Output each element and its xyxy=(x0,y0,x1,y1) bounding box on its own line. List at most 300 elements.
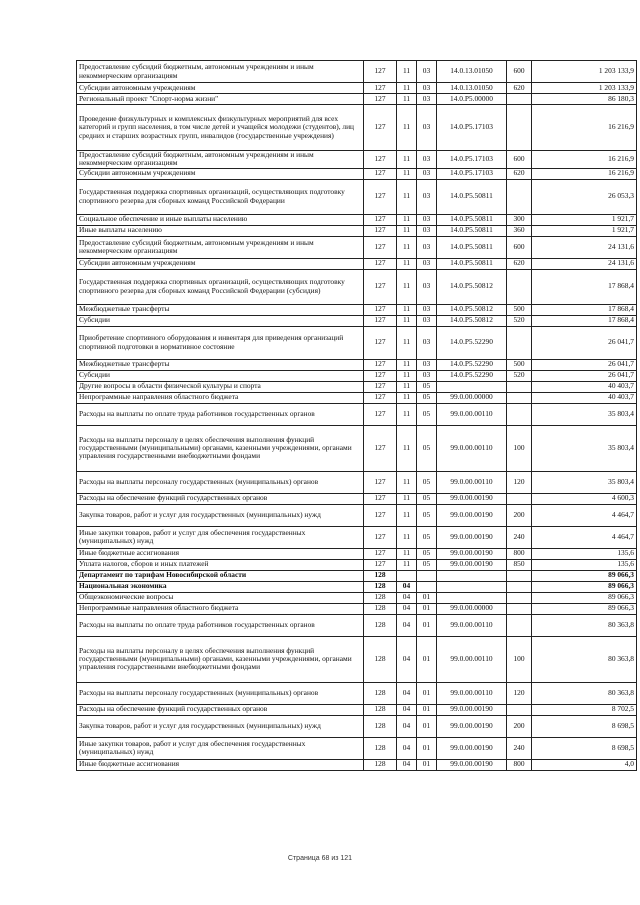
table-row xyxy=(77,258,637,269)
cell-pr: 03 xyxy=(417,304,437,315)
cell-pr: 03 xyxy=(417,326,437,359)
cell-name: Социальное обеспечение и иные выплаты населению xyxy=(77,214,364,225)
cell-vr: 500 xyxy=(507,304,532,315)
cell-name: Субсидии xyxy=(77,370,364,381)
budget-table xyxy=(76,60,637,771)
cell-csr: 14.0.P5.52290 xyxy=(437,370,507,381)
table-row xyxy=(77,83,637,94)
table-row xyxy=(77,636,637,682)
cell-sum: 40 403,7 xyxy=(532,392,637,403)
cell-sum: 80 363,8 xyxy=(532,682,637,704)
cell-ved: 127 xyxy=(364,471,397,493)
cell-rz: 11 xyxy=(397,471,417,493)
table-row xyxy=(77,682,637,704)
cell-ved: 127 xyxy=(364,168,397,179)
cell-name: Расходы на выплаты по оплате труда работников государственных органов xyxy=(77,614,364,636)
cell-vr: 100 xyxy=(507,636,532,682)
table-row xyxy=(77,315,637,326)
cell-vr: 620 xyxy=(507,258,532,269)
cell-csr: 14.0.P5.52290 xyxy=(437,359,507,370)
cell-name: Иные закупки товаров, работ и услуг для обеспечения государственных (муниципальных) нужд xyxy=(77,737,364,759)
cell-csr: 99.0.00.00190 xyxy=(437,493,507,504)
cell-ved: 127 xyxy=(364,493,397,504)
cell-ved: 128 xyxy=(364,704,397,715)
cell-name: Региональный проект "Спорт-норма жизни" xyxy=(77,94,364,105)
table-row xyxy=(77,592,637,603)
cell-pr: 03 xyxy=(417,359,437,370)
cell-vr xyxy=(507,381,532,392)
cell-pr: 01 xyxy=(417,592,437,603)
cell-vr: 800 xyxy=(507,759,532,770)
table-row xyxy=(77,179,637,214)
cell-vr: 520 xyxy=(507,370,532,381)
cell-pr: 05 xyxy=(417,471,437,493)
cell-rz: 11 xyxy=(397,493,417,504)
cell-ved: 127 xyxy=(364,105,397,151)
cell-sum: 80 363,8 xyxy=(532,636,637,682)
cell-rz: 11 xyxy=(397,304,417,315)
cell-name: Иные бюджетные ассигнования xyxy=(77,759,364,770)
cell-sum: 4 600,3 xyxy=(532,493,637,504)
cell-sum: 4,0 xyxy=(532,759,637,770)
cell-name: Субсидии xyxy=(77,315,364,326)
cell-rz: 11 xyxy=(397,225,417,236)
cell-ved: 127 xyxy=(364,61,397,83)
cell-sum: 16 216,9 xyxy=(532,168,637,179)
table-row xyxy=(77,151,637,169)
cell-pr: 03 xyxy=(417,61,437,83)
cell-sum: 26 041,7 xyxy=(532,359,637,370)
cell-ved: 127 xyxy=(364,258,397,269)
cell-vr xyxy=(507,592,532,603)
cell-vr: 600 xyxy=(507,61,532,83)
cell-ved: 127 xyxy=(364,526,397,548)
table-row xyxy=(77,581,637,592)
cell-rz: 11 xyxy=(397,83,417,94)
cell-rz: 11 xyxy=(397,504,417,526)
cell-pr: 03 xyxy=(417,168,437,179)
cell-sum: 24 131,6 xyxy=(532,236,637,258)
cell-pr: 05 xyxy=(417,526,437,548)
cell-vr: 240 xyxy=(507,526,532,548)
cell-vr xyxy=(507,603,532,614)
cell-ved: 128 xyxy=(364,759,397,770)
budget-table-body xyxy=(77,61,637,771)
cell-csr: 99.0.00.00000 xyxy=(437,392,507,403)
cell-rz: 11 xyxy=(397,392,417,403)
cell-ved: 127 xyxy=(364,269,397,304)
cell-ved: 128 xyxy=(364,570,397,581)
cell-rz: 04 xyxy=(397,603,417,614)
cell-vr xyxy=(507,704,532,715)
cell-vr: 240 xyxy=(507,737,532,759)
cell-vr: 360 xyxy=(507,225,532,236)
cell-name: Национальная экономика xyxy=(77,581,364,592)
cell-rz: 11 xyxy=(397,151,417,169)
cell-csr: 14.0.P5.50812 xyxy=(437,315,507,326)
cell-csr: 99.0.00.00190 xyxy=(437,548,507,559)
cell-pr xyxy=(417,581,437,592)
table-row xyxy=(77,526,637,548)
table-row xyxy=(77,737,637,759)
cell-name: Проведение физкультурных и комплексных физкультурных мероприятий для всех категорий и групп населения, в том числе детей и учащейся молодежи (студентов), лиц средних и старших возрастных групп, инвалидов (государственные учреждения) xyxy=(77,105,364,151)
table-row xyxy=(77,269,637,304)
table-row xyxy=(77,359,637,370)
cell-rz: 11 xyxy=(397,425,417,471)
cell-ved: 127 xyxy=(364,225,397,236)
table-row xyxy=(77,759,637,770)
cell-rz: 11 xyxy=(397,168,417,179)
cell-vr: 620 xyxy=(507,83,532,94)
cell-csr: 99.0.00.00190 xyxy=(437,759,507,770)
cell-ved: 127 xyxy=(364,179,397,214)
cell-ved: 128 xyxy=(364,715,397,737)
cell-ved: 127 xyxy=(364,151,397,169)
cell-name: Предоставление субсидий бюджетным, автономным учреждениям и иным некоммерческим организациям xyxy=(77,151,364,169)
cell-sum: 26 041,7 xyxy=(532,326,637,359)
cell-name: Государственная поддержка спортивных организаций, осуществляющих подготовку спортивного резерва для сборных команд Российской Федерации xyxy=(77,179,364,214)
cell-ved: 127 xyxy=(364,94,397,105)
cell-sum: 89 066,3 xyxy=(532,592,637,603)
cell-rz: 11 xyxy=(397,526,417,548)
cell-csr: 99.0.00.00190 xyxy=(437,559,507,570)
cell-ved: 127 xyxy=(364,425,397,471)
table-row xyxy=(77,403,637,425)
cell-name: Межбюджетные трансферты xyxy=(77,304,364,315)
cell-name: Иные выплаты населению xyxy=(77,225,364,236)
cell-csr: 14.0.P5.17103 xyxy=(437,168,507,179)
cell-rz: 04 xyxy=(397,682,417,704)
cell-csr: 99.0.00.00190 xyxy=(437,504,507,526)
cell-csr: 99.0.00.00110 xyxy=(437,425,507,471)
table-row xyxy=(77,715,637,737)
cell-name: Государственная поддержка спортивных организаций, осуществляющих подготовку спортивного резерва для сборных команд Российской Федерации (субсидия) xyxy=(77,269,364,304)
cell-name: Расходы на обеспечение функций государственных органов xyxy=(77,493,364,504)
cell-sum: 1 203 133,9 xyxy=(532,83,637,94)
cell-name: Предоставление субсидий бюджетным, автономным учреждениям и иным некоммерческим организациям xyxy=(77,236,364,258)
table-row xyxy=(77,105,637,151)
cell-sum: 4 464,7 xyxy=(532,526,637,548)
cell-pr: 03 xyxy=(417,94,437,105)
cell-rz: 11 xyxy=(397,559,417,570)
cell-pr: 03 xyxy=(417,258,437,269)
cell-name: Расходы на обеспечение функций государственных органов xyxy=(77,704,364,715)
cell-sum: 135,6 xyxy=(532,548,637,559)
table-row xyxy=(77,225,637,236)
cell-name: Субсидии автономным учреждениям xyxy=(77,168,364,179)
cell-sum: 86 180,3 xyxy=(532,94,637,105)
cell-ved: 128 xyxy=(364,636,397,682)
table-row xyxy=(77,61,637,83)
cell-pr: 01 xyxy=(417,759,437,770)
cell-csr: 99.0.00.00110 xyxy=(437,403,507,425)
cell-rz: 11 xyxy=(397,315,417,326)
table-row xyxy=(77,471,637,493)
cell-ved: 127 xyxy=(364,359,397,370)
cell-csr: 14.0.13.01050 xyxy=(437,83,507,94)
cell-vr xyxy=(507,392,532,403)
cell-csr: 99.0.00.00190 xyxy=(437,737,507,759)
cell-name: Расходы на выплаты персоналу государственных (муниципальных) органов xyxy=(77,471,364,493)
cell-sum: 80 363,8 xyxy=(532,614,637,636)
cell-pr: 03 xyxy=(417,370,437,381)
cell-pr: 05 xyxy=(417,392,437,403)
cell-name: Департамент по тарифам Новосибирской области xyxy=(77,570,364,581)
table-row xyxy=(77,326,637,359)
cell-ved: 128 xyxy=(364,682,397,704)
cell-rz: 11 xyxy=(397,326,417,359)
cell-ved: 128 xyxy=(364,737,397,759)
table-row xyxy=(77,570,637,581)
cell-pr: 03 xyxy=(417,151,437,169)
cell-csr: 14.0.P5.52290 xyxy=(437,326,507,359)
cell-pr: 05 xyxy=(417,559,437,570)
cell-rz: 04 xyxy=(397,704,417,715)
cell-name: Субсидии автономным учреждениям xyxy=(77,83,364,94)
cell-ved: 127 xyxy=(364,559,397,570)
cell-ved: 127 xyxy=(364,214,397,225)
cell-rz: 11 xyxy=(397,214,417,225)
cell-csr: 99.0.00.00110 xyxy=(437,471,507,493)
cell-sum: 16 216,9 xyxy=(532,151,637,169)
cell-name: Расходы на выплаты персоналу в целях обеспечения выполнения функций государственными (муниципальными) органами, казенными учреждениями, органами управления государственными внебюджетными фондами xyxy=(77,636,364,682)
cell-name: Уплата налогов, сборов и иных платежей xyxy=(77,559,364,570)
cell-rz: 04 xyxy=(397,636,417,682)
cell-pr: 05 xyxy=(417,504,437,526)
cell-csr xyxy=(437,581,507,592)
cell-csr xyxy=(437,381,507,392)
cell-ved: 127 xyxy=(364,315,397,326)
cell-csr: 14.0.P5.50811 xyxy=(437,225,507,236)
cell-sum: 1 203 133,9 xyxy=(532,61,637,83)
cell-rz: 11 xyxy=(397,381,417,392)
cell-name: Закупка товаров, работ и услуг для государственных (муниципальных) нужд xyxy=(77,504,364,526)
cell-name: Непрограммные направления областного бюджета xyxy=(77,392,364,403)
cell-vr: 850 xyxy=(507,559,532,570)
cell-name: Межбюджетные трансферты xyxy=(77,359,364,370)
cell-pr: 05 xyxy=(417,381,437,392)
cell-sum: 40 403,7 xyxy=(532,381,637,392)
cell-pr: 01 xyxy=(417,636,437,682)
cell-rz: 11 xyxy=(397,236,417,258)
table-row xyxy=(77,94,637,105)
cell-vr: 520 xyxy=(507,315,532,326)
cell-sum: 24 131,6 xyxy=(532,258,637,269)
cell-pr: 03 xyxy=(417,315,437,326)
cell-sum: 89 066,3 xyxy=(532,570,637,581)
table-row xyxy=(77,704,637,715)
cell-pr: 03 xyxy=(417,269,437,304)
cell-sum: 16 216,9 xyxy=(532,105,637,151)
cell-rz: 11 xyxy=(397,269,417,304)
cell-vr xyxy=(507,570,532,581)
cell-sum: 35 803,4 xyxy=(532,425,637,471)
cell-csr: 99.0.00.00110 xyxy=(437,682,507,704)
cell-sum: 26 053,3 xyxy=(532,179,637,214)
cell-ved: 127 xyxy=(364,370,397,381)
cell-pr: 03 xyxy=(417,83,437,94)
cell-rz: 04 xyxy=(397,759,417,770)
cell-pr: 03 xyxy=(417,236,437,258)
cell-csr: 14.0.13.01050 xyxy=(437,61,507,83)
cell-name: Иные бюджетные ассигнования xyxy=(77,548,364,559)
cell-vr: 100 xyxy=(507,425,532,471)
cell-ved: 128 xyxy=(364,592,397,603)
cell-pr: 03 xyxy=(417,225,437,236)
cell-vr: 600 xyxy=(507,151,532,169)
cell-ved: 127 xyxy=(364,83,397,94)
cell-csr: 14.0.P5.50811 xyxy=(437,236,507,258)
cell-pr: 03 xyxy=(417,214,437,225)
cell-sum: 1 921,7 xyxy=(532,214,637,225)
cell-sum: 17 868,4 xyxy=(532,315,637,326)
cell-rz: 04 xyxy=(397,614,417,636)
cell-vr: 620 xyxy=(507,168,532,179)
cell-sum: 1 921,7 xyxy=(532,225,637,236)
cell-csr: 99.0.00.00190 xyxy=(437,704,507,715)
cell-vr: 120 xyxy=(507,471,532,493)
cell-rz: 04 xyxy=(397,715,417,737)
cell-sum: 8 698,5 xyxy=(532,737,637,759)
cell-ved: 127 xyxy=(364,236,397,258)
cell-rz: 11 xyxy=(397,548,417,559)
cell-rz: 11 xyxy=(397,258,417,269)
cell-name: Приобретение спортивного оборудования и инвентаря для приведения организаций спортивной подготовки в нормативное состояние xyxy=(77,326,364,359)
cell-name: Другие вопросы в области физической культуры и спорта xyxy=(77,381,364,392)
cell-pr: 05 xyxy=(417,493,437,504)
cell-sum: 89 066,3 xyxy=(532,603,637,614)
table-row xyxy=(77,214,637,225)
table-row xyxy=(77,168,637,179)
cell-ved: 127 xyxy=(364,381,397,392)
cell-sum: 8 698,5 xyxy=(532,715,637,737)
cell-ved: 128 xyxy=(364,603,397,614)
cell-vr: 300 xyxy=(507,214,532,225)
cell-csr: 14.0.P5.00000 xyxy=(437,94,507,105)
cell-vr xyxy=(507,403,532,425)
cell-pr: 01 xyxy=(417,682,437,704)
cell-vr: 800 xyxy=(507,548,532,559)
cell-csr: 99.0.00.00190 xyxy=(437,715,507,737)
cell-csr: 14.0.P5.17103 xyxy=(437,151,507,169)
cell-rz: 11 xyxy=(397,370,417,381)
cell-csr xyxy=(437,592,507,603)
cell-vr xyxy=(507,493,532,504)
table-row xyxy=(77,614,637,636)
cell-vr: 600 xyxy=(507,236,532,258)
cell-pr: 01 xyxy=(417,704,437,715)
cell-sum: 35 803,4 xyxy=(532,403,637,425)
cell-name: Субсидии автономным учреждениям xyxy=(77,258,364,269)
cell-sum: 17 868,4 xyxy=(532,304,637,315)
cell-rz: 11 xyxy=(397,94,417,105)
cell-ved: 127 xyxy=(364,548,397,559)
cell-sum: 35 803,4 xyxy=(532,471,637,493)
cell-pr: 05 xyxy=(417,403,437,425)
cell-pr: 01 xyxy=(417,737,437,759)
cell-ved: 127 xyxy=(364,504,397,526)
cell-vr xyxy=(507,269,532,304)
cell-name: Расходы на выплаты по оплате труда работников государственных органов xyxy=(77,403,364,425)
cell-csr: 99.0.00.00000 xyxy=(437,603,507,614)
table-row xyxy=(77,504,637,526)
cell-ved: 127 xyxy=(364,304,397,315)
cell-vr: 200 xyxy=(507,715,532,737)
cell-sum: 4 464,7 xyxy=(532,504,637,526)
cell-vr: 200 xyxy=(507,504,532,526)
cell-rz: 04 xyxy=(397,581,417,592)
cell-rz: 11 xyxy=(397,403,417,425)
cell-vr: 120 xyxy=(507,682,532,704)
cell-vr xyxy=(507,105,532,151)
cell-csr xyxy=(437,570,507,581)
cell-vr xyxy=(507,614,532,636)
cell-sum: 135,6 xyxy=(532,559,637,570)
cell-pr: 03 xyxy=(417,105,437,151)
cell-sum: 8 702,5 xyxy=(532,704,637,715)
cell-sum: 89 066,3 xyxy=(532,581,637,592)
page-footer: Страница 68 из 121 xyxy=(287,855,353,862)
cell-csr: 14.0.P5.50811 xyxy=(437,258,507,269)
cell-csr: 14.0.P5.50812 xyxy=(437,304,507,315)
cell-vr: 500 xyxy=(507,359,532,370)
cell-ved: 127 xyxy=(364,326,397,359)
table-row xyxy=(77,603,637,614)
cell-ved: 127 xyxy=(364,403,397,425)
cell-vr xyxy=(507,94,532,105)
cell-rz: 11 xyxy=(397,359,417,370)
cell-name: Иные закупки товаров, работ и услуг для обеспечения государственных (муниципальных) нужд xyxy=(77,526,364,548)
table-row xyxy=(77,381,637,392)
table-row xyxy=(77,392,637,403)
cell-name: Расходы на выплаты персоналу государственных (муниципальных) органов xyxy=(77,682,364,704)
cell-name: Расходы на выплаты персоналу в целях обеспечения выполнения функций государственными (муниципальными) органами, казенными учреждениями, органами управления государственными внебюджетными фондами xyxy=(77,425,364,471)
table-row xyxy=(77,304,637,315)
cell-pr: 01 xyxy=(417,715,437,737)
cell-csr: 99.0.00.00110 xyxy=(437,614,507,636)
table-row xyxy=(77,370,637,381)
cell-pr: 05 xyxy=(417,548,437,559)
cell-rz xyxy=(397,570,417,581)
cell-csr: 14.0.P5.50811 xyxy=(437,214,507,225)
cell-name: Предоставление субсидий бюджетным, автономным учреждениям и иным некоммерческим организациям xyxy=(77,61,364,83)
table-row xyxy=(77,559,637,570)
cell-name: Непрограммные направления областного бюджета xyxy=(77,603,364,614)
cell-vr xyxy=(507,326,532,359)
table-row xyxy=(77,548,637,559)
cell-name: Закупка товаров, работ и услуг для государственных (муниципальных) нужд xyxy=(77,715,364,737)
cell-vr xyxy=(507,179,532,214)
cell-rz: 11 xyxy=(397,105,417,151)
cell-csr: 99.0.00.00110 xyxy=(437,636,507,682)
cell-csr: 14.0.P5.17103 xyxy=(437,105,507,151)
table-row xyxy=(77,493,637,504)
cell-rz: 04 xyxy=(397,592,417,603)
cell-sum: 26 041,7 xyxy=(532,370,637,381)
cell-csr: 14.0.P5.50811 xyxy=(437,179,507,214)
cell-pr: 05 xyxy=(417,425,437,471)
cell-rz: 11 xyxy=(397,179,417,214)
cell-name: Общеэкономические вопросы xyxy=(77,592,364,603)
cell-rz: 11 xyxy=(397,61,417,83)
table-row xyxy=(77,236,637,258)
cell-vr xyxy=(507,581,532,592)
cell-pr: 01 xyxy=(417,603,437,614)
cell-ved: 128 xyxy=(364,614,397,636)
cell-pr: 01 xyxy=(417,614,437,636)
cell-pr xyxy=(417,570,437,581)
cell-sum: 17 868,4 xyxy=(532,269,637,304)
